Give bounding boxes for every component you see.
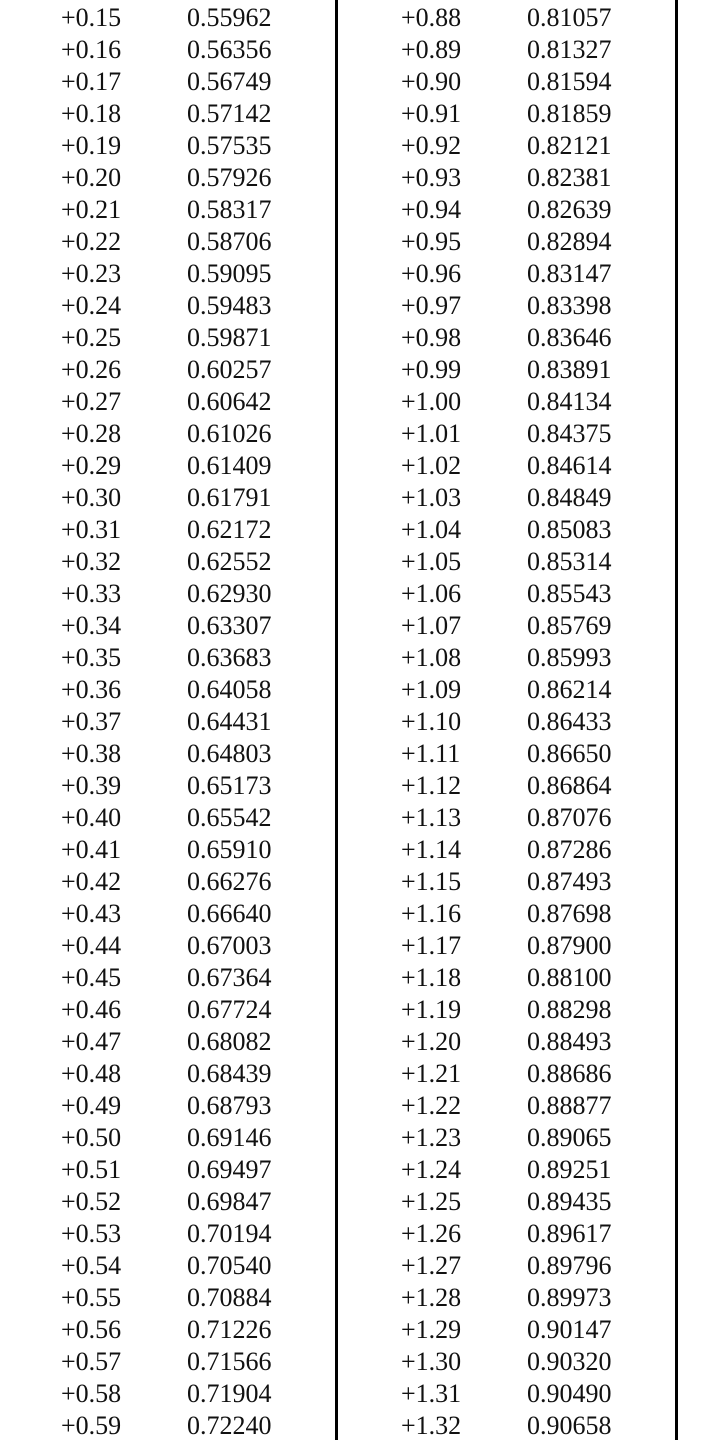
probability-left: 0.60257 <box>187 355 272 384</box>
z-value-right: +1.25 <box>401 1187 462 1216</box>
z-value-left: +0.23 <box>61 259 122 288</box>
table-row <box>0 738 720 770</box>
probability-right: 0.81859 <box>527 99 612 128</box>
z-value-left: +0.44 <box>61 931 122 960</box>
z-value-left: +0.43 <box>61 899 122 928</box>
table-row <box>0 130 720 162</box>
probability-left: 0.57142 <box>187 99 272 128</box>
probability-left: 0.72240 <box>187 1411 272 1440</box>
probability-left: 0.57535 <box>187 131 272 160</box>
z-value-left: +0.51 <box>61 1155 122 1184</box>
z-value-right: +0.98 <box>401 323 462 352</box>
probability-right: 0.86433 <box>527 707 612 736</box>
z-value-left: +0.47 <box>61 1027 122 1056</box>
z-value-left: +0.59 <box>61 1411 122 1440</box>
z-value-right: +1.28 <box>401 1283 462 1312</box>
probability-left: 0.62930 <box>187 579 272 608</box>
z-value-left: +0.18 <box>61 99 122 128</box>
z-value-left: +0.32 <box>61 547 122 576</box>
probability-left: 0.70884 <box>187 1283 272 1312</box>
table-row <box>0 482 720 514</box>
probability-right: 0.84134 <box>527 387 612 416</box>
probability-right: 0.89617 <box>527 1219 612 1248</box>
probability-right: 0.85314 <box>527 547 612 576</box>
table-row <box>0 1026 720 1058</box>
probability-left: 0.68082 <box>187 1027 272 1056</box>
probability-right: 0.82894 <box>527 227 612 256</box>
table-row <box>0 674 720 706</box>
table-row <box>0 1378 720 1410</box>
probability-right: 0.83398 <box>527 291 612 320</box>
z-value-right: +1.14 <box>401 835 462 864</box>
probability-right: 0.85993 <box>527 643 612 672</box>
z-value-right: +1.19 <box>401 995 462 1024</box>
probability-left: 0.59095 <box>187 259 272 288</box>
probability-right: 0.83147 <box>527 259 612 288</box>
z-value-right: +0.90 <box>401 67 462 96</box>
table-row <box>0 770 720 802</box>
table-row <box>0 1218 720 1250</box>
z-value-left: +0.16 <box>61 35 122 64</box>
z-value-right: +0.89 <box>401 35 462 64</box>
probability-right: 0.85083 <box>527 515 612 544</box>
z-value-right: +1.26 <box>401 1219 462 1248</box>
z-value-left: +0.22 <box>61 227 122 256</box>
table-row <box>0 866 720 898</box>
z-value-right: +0.95 <box>401 227 462 256</box>
table-row <box>0 1090 720 1122</box>
z-value-right: +0.92 <box>401 131 462 160</box>
probability-right: 0.87076 <box>527 803 612 832</box>
probability-left: 0.67003 <box>187 931 272 960</box>
table-row <box>0 1250 720 1282</box>
z-value-right: +1.07 <box>401 611 462 640</box>
table-row <box>0 1058 720 1090</box>
probability-right: 0.89065 <box>527 1123 612 1152</box>
z-value-right: +1.23 <box>401 1123 462 1152</box>
table-row <box>0 610 720 642</box>
table-row <box>0 706 720 738</box>
table-row <box>0 514 720 546</box>
z-value-right: +1.01 <box>401 419 462 448</box>
probability-right: 0.89251 <box>527 1155 612 1184</box>
z-value-left: +0.45 <box>61 963 122 992</box>
z-value-left: +0.17 <box>61 67 122 96</box>
table-row <box>0 1186 720 1218</box>
probability-right: 0.85543 <box>527 579 612 608</box>
probability-left: 0.70540 <box>187 1251 272 1280</box>
probability-left: 0.64431 <box>187 707 272 736</box>
z-value-right: +1.06 <box>401 579 462 608</box>
probability-left: 0.60642 <box>187 387 272 416</box>
probability-right: 0.90658 <box>527 1411 612 1440</box>
table-row <box>0 226 720 258</box>
probability-left: 0.66276 <box>187 867 272 896</box>
probability-left: 0.69146 <box>187 1123 272 1152</box>
probability-right: 0.82639 <box>527 195 612 224</box>
table-row <box>0 290 720 322</box>
probability-left: 0.61409 <box>187 451 272 480</box>
probability-left: 0.55962 <box>187 3 272 32</box>
table-row <box>0 162 720 194</box>
table-row <box>0 450 720 482</box>
probability-right: 0.88100 <box>527 963 612 992</box>
z-value-right: +1.24 <box>401 1155 462 1184</box>
probability-right: 0.90147 <box>527 1315 612 1344</box>
z-value-left: +0.26 <box>61 355 122 384</box>
z-value-right: +0.93 <box>401 163 462 192</box>
probability-right: 0.84614 <box>527 451 612 480</box>
table-row <box>0 802 720 834</box>
probability-right: 0.87286 <box>527 835 612 864</box>
z-value-left: +0.20 <box>61 163 122 192</box>
table-row <box>0 930 720 962</box>
z-value-right: +1.11 <box>401 739 461 768</box>
z-value-left: +0.24 <box>61 291 122 320</box>
z-value-right: +1.10 <box>401 707 462 736</box>
probability-right: 0.83891 <box>527 355 612 384</box>
z-value-left: +0.46 <box>61 995 122 1024</box>
z-value-right: +1.12 <box>401 771 462 800</box>
probability-right: 0.81594 <box>527 67 612 96</box>
z-value-left: +0.38 <box>61 739 122 768</box>
z-value-right: +0.88 <box>401 3 462 32</box>
probability-right: 0.82121 <box>527 131 612 160</box>
z-value-right: +1.00 <box>401 387 462 416</box>
z-value-right: +1.03 <box>401 483 462 512</box>
z-value-right: +1.05 <box>401 547 462 576</box>
z-value-right: +1.04 <box>401 515 462 544</box>
z-value-right: +0.94 <box>401 195 462 224</box>
probability-right: 0.82381 <box>527 163 612 192</box>
table-row <box>0 578 720 610</box>
probability-right: 0.88877 <box>527 1091 612 1120</box>
probability-left: 0.71904 <box>187 1379 272 1408</box>
probability-right: 0.89435 <box>527 1187 612 1216</box>
probability-left: 0.62552 <box>187 547 272 576</box>
table-row <box>0 98 720 130</box>
probability-left: 0.56356 <box>187 35 272 64</box>
z-value-left: +0.33 <box>61 579 122 608</box>
z-value-right: +1.13 <box>401 803 462 832</box>
table-row <box>0 642 720 674</box>
z-value-right: +0.97 <box>401 291 462 320</box>
probability-left: 0.64058 <box>187 675 272 704</box>
probability-right: 0.88298 <box>527 995 612 1024</box>
table-row <box>0 322 720 354</box>
z-value-left: +0.42 <box>61 867 122 896</box>
table-row <box>0 1282 720 1314</box>
table-row <box>0 34 720 66</box>
z-value-left: +0.48 <box>61 1059 122 1088</box>
table-row <box>0 1346 720 1378</box>
probability-left: 0.65173 <box>187 771 272 800</box>
probability-right: 0.89796 <box>527 1251 612 1280</box>
probability-left: 0.64803 <box>187 739 272 768</box>
table-row <box>0 834 720 866</box>
probability-right: 0.90320 <box>527 1347 612 1376</box>
probability-left: 0.58706 <box>187 227 272 256</box>
table-row <box>0 258 720 290</box>
z-value-right: +1.02 <box>401 451 462 480</box>
probability-right: 0.86214 <box>527 675 612 704</box>
probability-left: 0.67724 <box>187 995 272 1024</box>
z-value-right: +1.17 <box>401 931 462 960</box>
probability-right: 0.88686 <box>527 1059 612 1088</box>
table-row <box>0 66 720 98</box>
probability-left: 0.63683 <box>187 643 272 672</box>
z-value-left: +0.36 <box>61 675 122 704</box>
probability-left: 0.71226 <box>187 1315 272 1344</box>
z-value-left: +0.53 <box>61 1219 122 1248</box>
z-value-left: +0.58 <box>61 1379 122 1408</box>
probability-right: 0.83646 <box>527 323 612 352</box>
z-value-left: +0.39 <box>61 771 122 800</box>
probability-left: 0.66640 <box>187 899 272 928</box>
table-row <box>0 418 720 450</box>
z-value-left: +0.27 <box>61 387 122 416</box>
probability-right: 0.88493 <box>527 1027 612 1056</box>
probability-left: 0.59871 <box>187 323 272 352</box>
probability-left: 0.71566 <box>187 1347 272 1376</box>
z-value-right: +1.30 <box>401 1347 462 1376</box>
z-value-right: +1.32 <box>401 1411 462 1440</box>
table-row <box>0 962 720 994</box>
z-value-right: +1.29 <box>401 1315 462 1344</box>
probability-left: 0.63307 <box>187 611 272 640</box>
z-value-right: +1.22 <box>401 1091 462 1120</box>
z-value-left: +0.41 <box>61 835 122 864</box>
probability-left: 0.62172 <box>187 515 272 544</box>
probability-left: 0.57926 <box>187 163 272 192</box>
table-row <box>0 194 720 226</box>
z-value-left: +0.50 <box>61 1123 122 1152</box>
probability-left: 0.61026 <box>187 419 272 448</box>
probability-left: 0.59483 <box>187 291 272 320</box>
z-value-left: +0.25 <box>61 323 122 352</box>
z-value-right: +1.20 <box>401 1027 462 1056</box>
z-value-right: +1.18 <box>401 963 462 992</box>
z-value-left: +0.35 <box>61 643 122 672</box>
z-value-left: +0.40 <box>61 803 122 832</box>
probability-right: 0.87698 <box>527 899 612 928</box>
z-value-left: +0.30 <box>61 483 122 512</box>
z-value-right: +0.99 <box>401 355 462 384</box>
z-value-left: +0.54 <box>61 1251 122 1280</box>
z-value-right: +1.31 <box>401 1379 462 1408</box>
probability-left: 0.56749 <box>187 67 272 96</box>
probability-right: 0.90490 <box>527 1379 612 1408</box>
probability-left: 0.65542 <box>187 803 272 832</box>
z-value-left: +0.52 <box>61 1187 122 1216</box>
probability-right: 0.84849 <box>527 483 612 512</box>
z-value-left: +0.19 <box>61 131 122 160</box>
table-row <box>0 354 720 386</box>
probability-left: 0.65910 <box>187 835 272 864</box>
z-value-left: +0.55 <box>61 1283 122 1312</box>
probability-right: 0.86864 <box>527 771 612 800</box>
probability-right: 0.81327 <box>527 35 612 64</box>
z-value-left: +0.57 <box>61 1347 122 1376</box>
z-value-right: +1.09 <box>401 675 462 704</box>
table-row <box>0 1154 720 1186</box>
table-row <box>0 2 720 34</box>
table-row <box>0 1314 720 1346</box>
z-value-left: +0.29 <box>61 451 122 480</box>
z-value-left: +0.15 <box>61 3 122 32</box>
table-row <box>0 1122 720 1154</box>
table-row <box>0 994 720 1026</box>
probability-right: 0.87493 <box>527 867 612 896</box>
probability-left: 0.69497 <box>187 1155 272 1184</box>
z-value-left: +0.28 <box>61 419 122 448</box>
z-value-right: +1.16 <box>401 899 462 928</box>
probability-right: 0.86650 <box>527 739 612 768</box>
probability-right: 0.81057 <box>527 3 612 32</box>
z-value-left: +0.34 <box>61 611 122 640</box>
probability-right: 0.84375 <box>527 419 612 448</box>
z-value-left: +0.21 <box>61 195 122 224</box>
z-value-right: +0.96 <box>401 259 462 288</box>
probability-left: 0.58317 <box>187 195 272 224</box>
z-value-right: +1.21 <box>401 1059 462 1088</box>
table-row <box>0 386 720 418</box>
probability-right: 0.89973 <box>527 1283 612 1312</box>
z-value-left: +0.37 <box>61 707 122 736</box>
probability-right: 0.85769 <box>527 611 612 640</box>
probability-left: 0.70194 <box>187 1219 272 1248</box>
probability-left: 0.69847 <box>187 1187 272 1216</box>
z-value-right: +1.08 <box>401 643 462 672</box>
table-row <box>0 546 720 578</box>
table-row <box>0 898 720 930</box>
z-value-right: +1.15 <box>401 867 462 896</box>
z-value-right: +1.27 <box>401 1251 462 1280</box>
z-value-right: +0.91 <box>401 99 462 128</box>
probability-right: 0.87900 <box>527 931 612 960</box>
z-value-left: +0.31 <box>61 515 122 544</box>
probability-left: 0.67364 <box>187 963 272 992</box>
probability-left: 0.61791 <box>187 483 272 512</box>
z-value-left: +0.49 <box>61 1091 122 1120</box>
z-value-left: +0.56 <box>61 1315 122 1344</box>
table-row <box>0 1410 720 1442</box>
probability-left: 0.68793 <box>187 1091 272 1120</box>
probability-left: 0.68439 <box>187 1059 272 1088</box>
